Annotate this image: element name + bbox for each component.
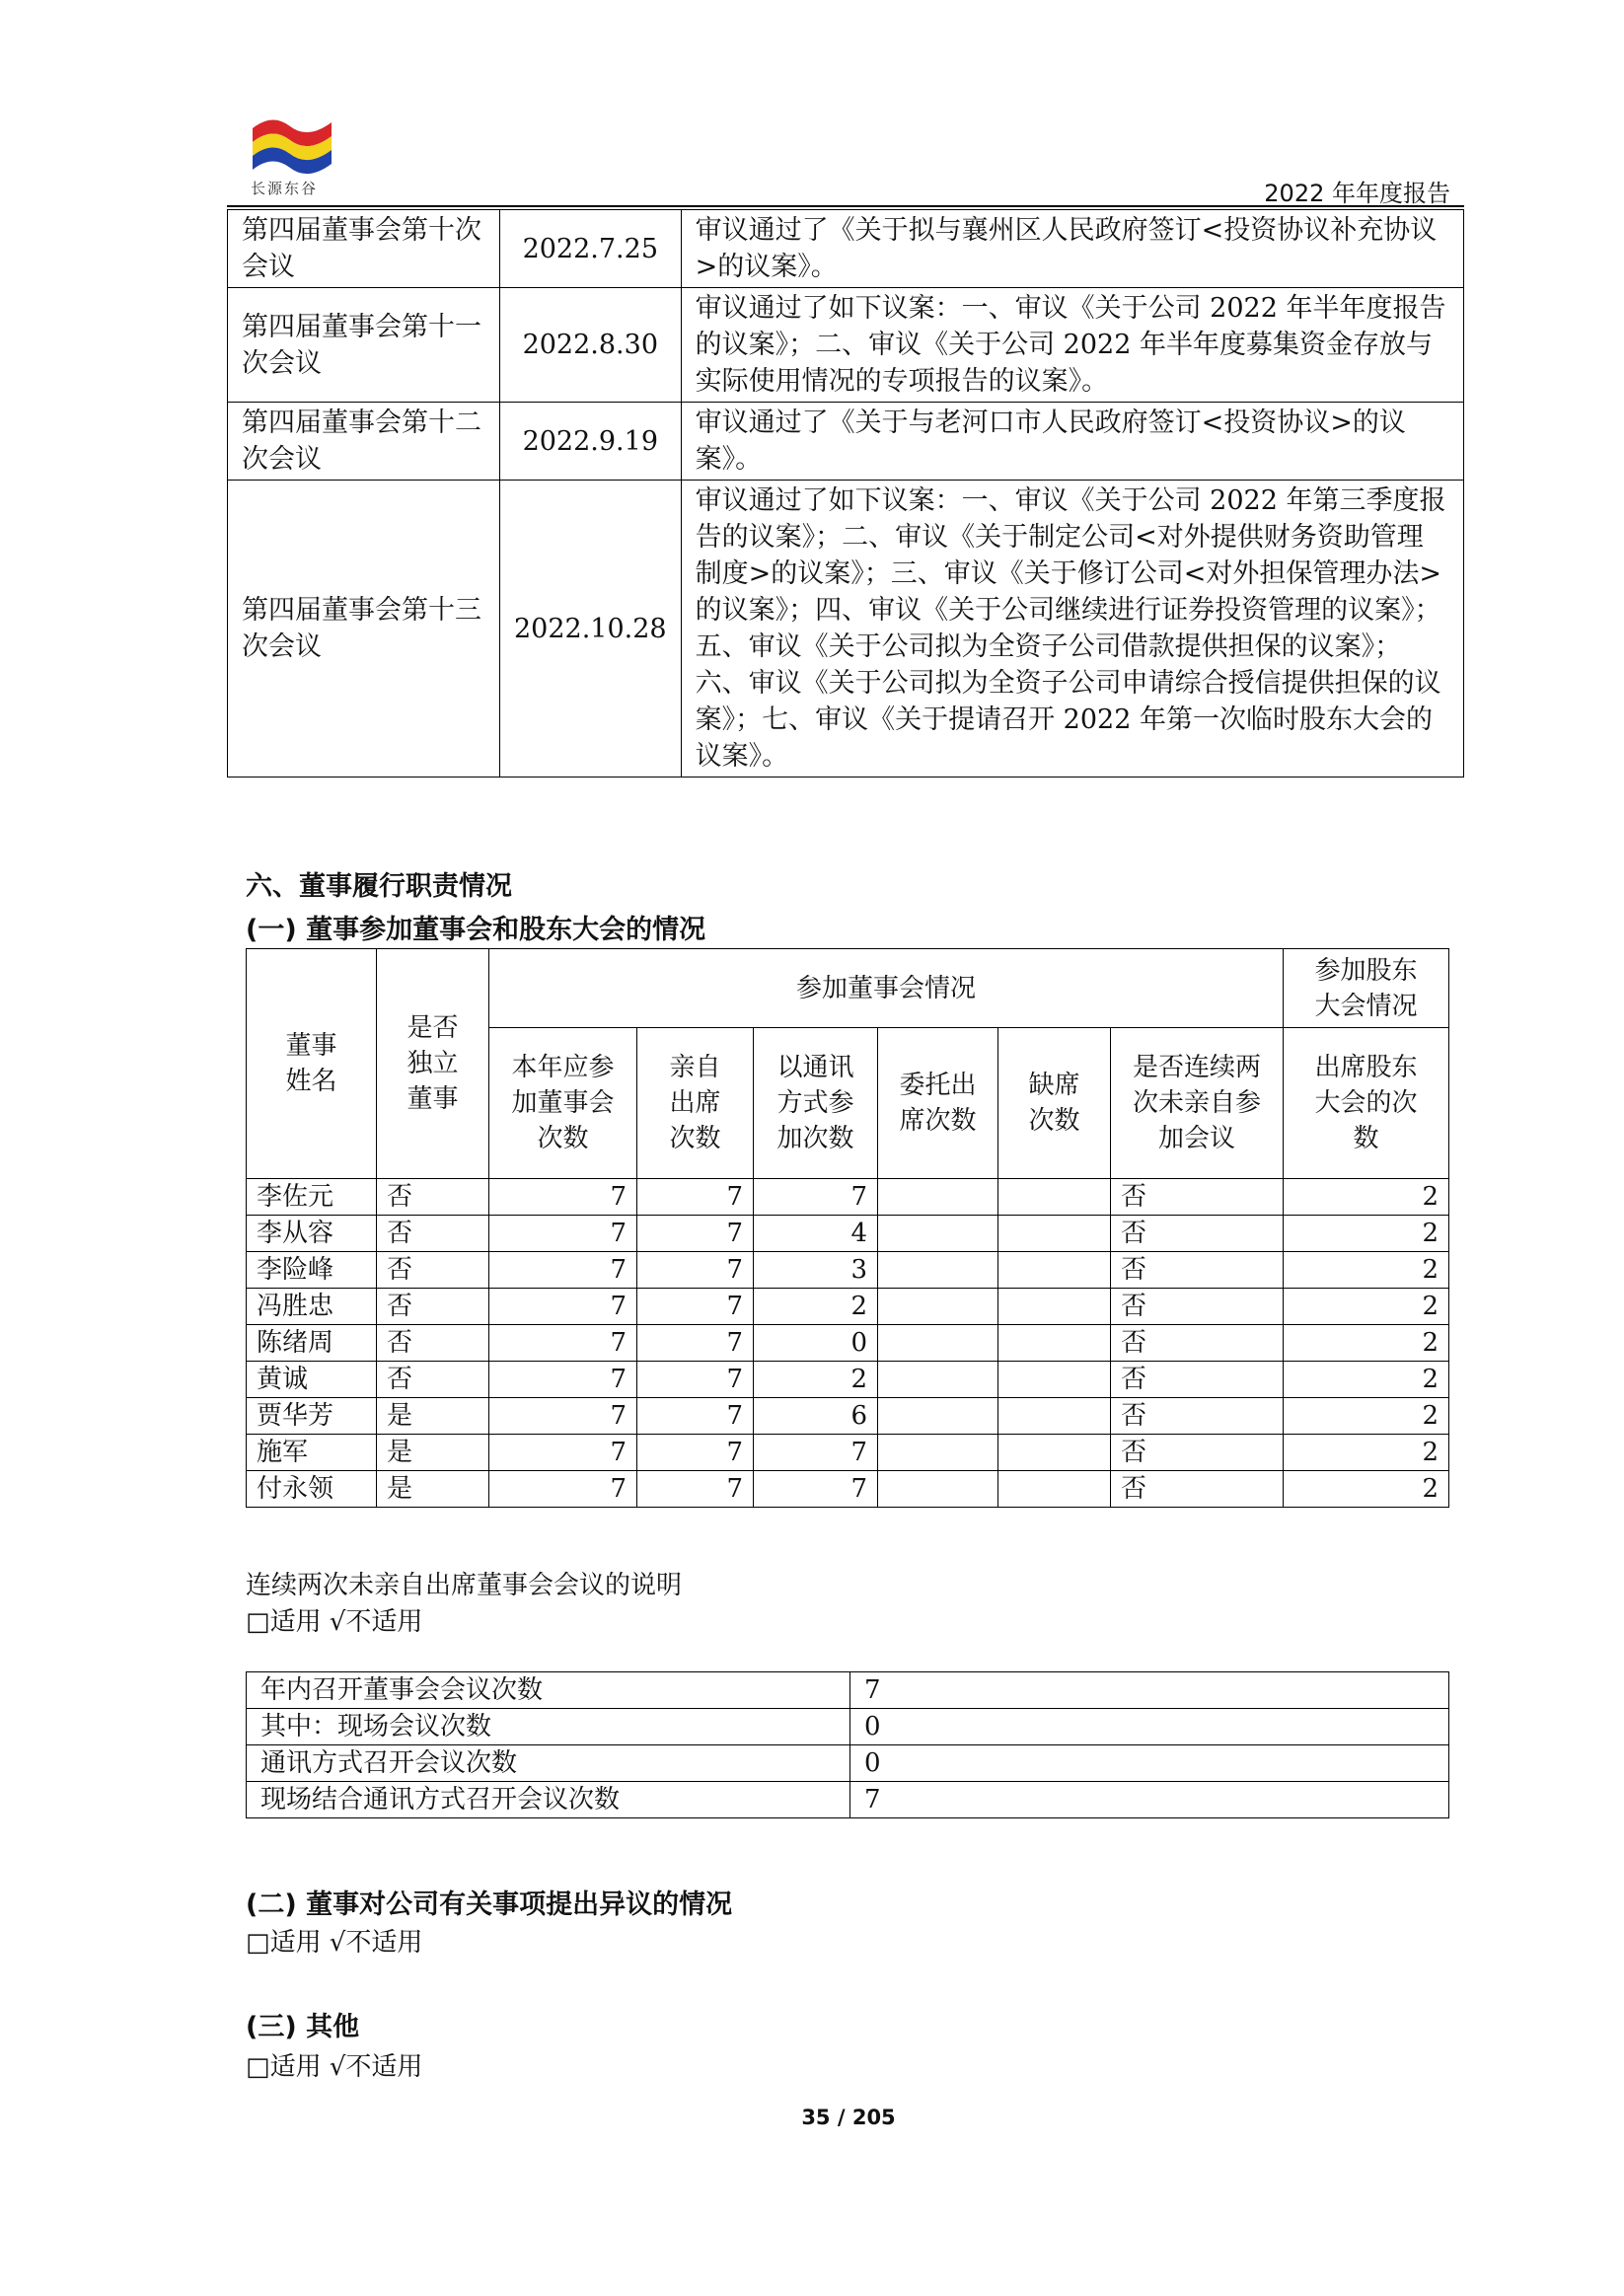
attendance-row: [247, 1252, 1449, 1289]
summary-row: [247, 1782, 1449, 1818]
header-in-person: 亲自出席次数: [637, 1028, 754, 1179]
in-person-count: 7: [637, 1398, 754, 1435]
comm-count: 7: [754, 1471, 878, 1508]
shareholder-attend-count: 2: [1284, 1289, 1449, 1325]
header-by-proxy: 委托出席次数: [878, 1028, 998, 1179]
in-person-count: 7: [637, 1435, 754, 1471]
consecutive-flag: 否: [1111, 1362, 1284, 1398]
comm-count: 3: [754, 1252, 878, 1289]
header-absent: 缺席次数: [998, 1028, 1111, 1179]
section-title: 六、董事履行职责情况: [246, 871, 512, 902]
absent-count: [998, 1362, 1111, 1398]
should-attend-count: 7: [489, 1435, 637, 1471]
attendance-row: [247, 1216, 1449, 1252]
meeting-content: 审议通过了如下议案：一、审议《关于公司 2022 年第三季度报告的议案》；二、审议《关于制定公司<对外提供财务资助管理制度>的议案》；三、审议《关于修订公司<对外担保管理办法>的议案》；四、审议《关于公司继续进行证券投资管理的议案》；五、审议《关于公司拟为全资子公司借款提供担保的议案》；六、审议《关于公司拟为全资子公司申请综合授信提供担保的议案》；七、审议《关于提请召开 2022 年第一次临时股东大会的议案》。: [681, 481, 1463, 778]
attendance-row: [247, 1362, 1449, 1398]
meeting-name: 第四届董事会第十三次会议: [228, 481, 500, 778]
consecutive-flag: 否: [1111, 1471, 1284, 1508]
should-attend-count: 7: [489, 1362, 637, 1398]
meeting-content: 审议通过了《关于拟与襄州区人民政府签订<投资协议补充协议>的议案》。: [681, 210, 1463, 288]
attendance-row: [247, 1398, 1449, 1435]
comm-count: 6: [754, 1398, 878, 1435]
director-attendance-table: [246, 948, 1449, 1508]
header-independent: 是否独立董事: [377, 949, 489, 1179]
comm-count: 4: [754, 1216, 878, 1252]
proxy-count: [878, 1252, 998, 1289]
attendance-row: [247, 1289, 1449, 1325]
proxy-count: [878, 1289, 998, 1325]
shareholder-attend-count: 2: [1284, 1362, 1449, 1398]
summary-value: 7: [850, 1782, 1449, 1818]
independent-flag: 是: [377, 1398, 489, 1435]
director-name: 黄诚: [247, 1362, 377, 1398]
absent-count: [998, 1179, 1111, 1216]
meeting-date: 2022.7.25: [500, 210, 682, 288]
meeting-row: [228, 210, 1464, 288]
director-name: 付永领: [247, 1471, 377, 1508]
summary-value: 0: [850, 1745, 1449, 1782]
applicable-checkbox-line-2: □适用 √不适用: [246, 1928, 423, 1958]
comm-count: 7: [754, 1435, 878, 1471]
in-person-count: 7: [637, 1179, 754, 1216]
header-by-comm: 以通讯方式参加次数: [754, 1028, 878, 1179]
summary-row: [247, 1745, 1449, 1782]
should-attend-count: 7: [489, 1325, 637, 1362]
meeting-name: 第四届董事会第十次会议: [228, 210, 500, 288]
consecutive-absence-note: 连续两次未亲自出席董事会会议的说明: [246, 1571, 683, 1600]
summary-label: 通讯方式召开会议次数: [247, 1745, 850, 1782]
absent-count: [998, 1435, 1111, 1471]
absent-count: [998, 1252, 1111, 1289]
consecutive-flag: 否: [1111, 1216, 1284, 1252]
shareholder-attend-count: 2: [1284, 1216, 1449, 1252]
should-attend-count: 7: [489, 1252, 637, 1289]
company-logo: [251, 114, 339, 198]
meeting-row: [228, 403, 1464, 481]
summary-label: 现场结合通讯方式召开会议次数: [247, 1782, 850, 1818]
meeting-date: 2022.9.19: [500, 403, 682, 481]
consecutive-flag: 否: [1111, 1289, 1284, 1325]
shareholder-attend-count: 2: [1284, 1435, 1449, 1471]
consecutive-flag: 否: [1111, 1325, 1284, 1362]
absent-count: [998, 1325, 1111, 1362]
director-name: 李险峰: [247, 1252, 377, 1289]
header-board-group: 参加董事会情况: [489, 949, 1284, 1028]
proxy-count: [878, 1179, 998, 1216]
in-person-count: 7: [637, 1252, 754, 1289]
independent-flag: 是: [377, 1435, 489, 1471]
consecutive-flag: 否: [1111, 1398, 1284, 1435]
consecutive-flag: 否: [1111, 1435, 1284, 1471]
meeting-content: 审议通过了《关于与老河口市人民政府签订<投资协议>的议案》。: [681, 403, 1463, 481]
header-should-attend: 本年应参加董事会次数: [489, 1028, 637, 1179]
should-attend-count: 7: [489, 1216, 637, 1252]
comm-count: 2: [754, 1289, 878, 1325]
meeting-date: 2022.10.28: [500, 481, 682, 778]
meeting-content: 审议通过了如下议案：一、审议《关于公司 2022 年半年度报告的议案》；二、审议《关于公司 2022 年半年度募集资金存放与实际使用情况的专项报告的议案》。: [681, 288, 1463, 403]
should-attend-count: 7: [489, 1179, 637, 1216]
summary-row: [247, 1672, 1449, 1709]
attendance-row: [247, 1325, 1449, 1362]
shareholder-attend-count: 2: [1284, 1325, 1449, 1362]
meeting-name: 第四届董事会第十二次会议: [228, 403, 500, 481]
director-name: 施军: [247, 1435, 377, 1471]
subsection-title-1: (一) 董事参加董事会和股东大会的情况: [246, 915, 706, 945]
shareholder-attend-count: 2: [1284, 1252, 1449, 1289]
summary-value: 0: [850, 1709, 1449, 1745]
shareholder-attend-count: 2: [1284, 1471, 1449, 1508]
comm-count: 2: [754, 1362, 878, 1398]
meeting-date: 2022.8.30: [500, 288, 682, 403]
attendance-row: [247, 1471, 1449, 1508]
meeting-row: [228, 288, 1464, 403]
should-attend-count: 7: [489, 1289, 637, 1325]
proxy-count: [878, 1216, 998, 1252]
report-title: 2022 年年度报告: [1264, 180, 1450, 207]
header-divider: [227, 205, 1464, 207]
proxy-count: [878, 1362, 998, 1398]
header-meeting-group: 参加股东大会情况: [1284, 949, 1449, 1028]
attendance-row: [247, 1179, 1449, 1216]
header-shareholder-attend: 出席股东大会的次数: [1284, 1028, 1449, 1179]
in-person-count: 7: [637, 1325, 754, 1362]
subsection-title-3: (三) 其他: [246, 2012, 360, 2042]
meeting-row: [228, 481, 1464, 778]
summary-label: 年内召开董事会会议次数: [247, 1672, 850, 1709]
absent-count: [998, 1471, 1111, 1508]
should-attend-count: 7: [489, 1398, 637, 1435]
independent-flag: 否: [377, 1252, 489, 1289]
board-meetings-table: [227, 209, 1464, 778]
independent-flag: 否: [377, 1216, 489, 1252]
attendance-row: [247, 1435, 1449, 1471]
in-person-count: 7: [637, 1289, 754, 1325]
in-person-count: 7: [637, 1216, 754, 1252]
in-person-count: 7: [637, 1471, 754, 1508]
header-consecutive: 是否连续两次未亲自参加会议: [1111, 1028, 1284, 1179]
independent-flag: 否: [377, 1289, 489, 1325]
proxy-count: [878, 1325, 998, 1362]
proxy-count: [878, 1398, 998, 1435]
director-name: 贾华芳: [247, 1398, 377, 1435]
applicable-checkbox-line-3: □适用 √不适用: [246, 2052, 423, 2082]
absent-count: [998, 1289, 1111, 1325]
logo-text: 长源东谷: [251, 180, 319, 197]
proxy-count: [878, 1471, 998, 1508]
director-name: 冯胜忠: [247, 1289, 377, 1325]
director-name: 陈绪周: [247, 1325, 377, 1362]
shareholder-attend-count: 2: [1284, 1179, 1449, 1216]
director-name: 李佐元: [247, 1179, 377, 1216]
absent-count: [998, 1398, 1111, 1435]
page-number: 35 / 205: [801, 2106, 896, 2129]
should-attend-count: 7: [489, 1471, 637, 1508]
in-person-count: 7: [637, 1362, 754, 1398]
comm-count: 7: [754, 1179, 878, 1216]
independent-flag: 否: [377, 1325, 489, 1362]
subsection-title-2: (二) 董事对公司有关事项提出异议的情况: [246, 1889, 733, 1920]
absent-count: [998, 1216, 1111, 1252]
header-director-name: 董事姓名: [247, 949, 377, 1179]
company-logo-mark: [251, 114, 333, 176]
shareholder-attend-count: 2: [1284, 1398, 1449, 1435]
independent-flag: 否: [377, 1179, 489, 1216]
comm-count: 0: [754, 1325, 878, 1362]
consecutive-flag: 否: [1111, 1252, 1284, 1289]
meeting-name: 第四届董事会第十一次会议: [228, 288, 500, 403]
applicable-checkbox-line-1: □适用 √不适用: [246, 1607, 423, 1637]
proxy-count: [878, 1435, 998, 1471]
summary-label: 其中：现场会议次数: [247, 1709, 850, 1745]
summary-value: 7: [850, 1672, 1449, 1709]
summary-row: [247, 1709, 1449, 1745]
independent-flag: 否: [377, 1362, 489, 1398]
meeting-count-table: [246, 1671, 1449, 1818]
independent-flag: 是: [377, 1471, 489, 1508]
director-name: 李从容: [247, 1216, 377, 1252]
consecutive-flag: 否: [1111, 1179, 1284, 1216]
